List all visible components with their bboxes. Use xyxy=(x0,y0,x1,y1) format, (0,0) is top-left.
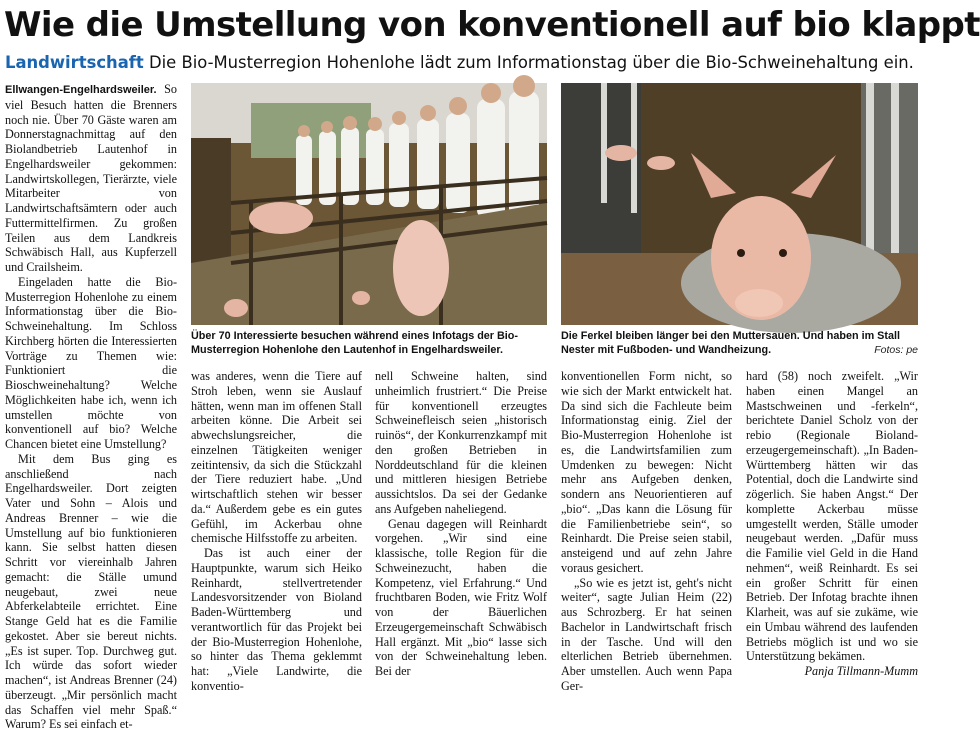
article-paragraph xyxy=(5,82,177,275)
dateline: Ellwangen-Engelhardsweiler. xyxy=(5,84,157,96)
photo-caption-left: Über 70 Interessierte besuchen während eines Infotags der Bio-Musterregion Hohenlohe den Lautenhof in Engelhardsweiler. xyxy=(191,330,519,356)
subline xyxy=(5,50,925,76)
article-paragraph: Das ist auch einer der Hauptpunkte, warum sich Heiko Reinhardt, stellvertretender Landesvorsitzender von Bioland Baden-Württemberg und verantwortlich für das Projekt bei der Bio-Musterregion Hohenlohe, so hinter das Thema geklemmt hat: „Viele Landwirte, die konventio- xyxy=(191,546,362,693)
lead-text: So viel Besuch hatten die Brenners noch nie. Über 70 Gäste waren am Donnerstagnachmittag auf den Biolandbetrieb Lautenhof in Engelhardsweiler gekommen: Landwirtskollegen, Tierärzte, viele Mitarbeiter von Landwirtschaftsämtern oder auch Futtermittelfirmen. Zu großen Teilen aus dem Landkreis Schwäbisch Hall, aus Kupferzell und Crailsheim. xyxy=(5,82,177,274)
photo-caption-right: Die Ferkel bleiben länger bei den Muttersauen. Und haben im Stall Nester mit Fußboden- und Wandheizung. xyxy=(561,330,900,356)
article-paragraph: konventionellen Form nicht, so wie sich der Markt entwickelt hat. Da sind sich die Fachleute beim Informationstag einig. Ziel der Bio-Musterregion Hohenlohe ist es, die Landwirtsfamilien zum Umdenken zu bewegen: Nicht mehr ans Aufgeben denken, sondern ans Neuorientieren auf „bio“. „Das kann die Lösung für die Familienbetriebe sein“, so Reinhardt. Die Preise seien stabil, ansteigend und auf zehn Jahre voraus gesichert. xyxy=(561,369,732,575)
photo-farm-visitors xyxy=(191,83,547,325)
subline-text: Die Bio-Musterregion Hohenlohe lädt zum Informationstag über die Bio-Schweinehaltung ein. xyxy=(148,53,914,72)
author-line xyxy=(746,664,918,679)
article-paragraph: was anderes, wenn die Tiere auf Stroh leben, wenn sie Auslauf hätten, wenn man im offenen Stall arbeiten könne. Die Arbeit sei abwechslungsreicher, die einzelnen Tätigkeiten weniger zeitintensiv, da sich die Stückzahl der Tiere reduziert habe. „Und wirtschaftlich stehen wir besser da.“ Außerdem gebe es ein gutes Gefühl, im Ackerbau ohne chemische Hilfsstoffe zu arbeiten. xyxy=(191,369,362,546)
article-column-5 xyxy=(746,369,918,678)
article-paragraph: Eingeladen hatte die Bio-Musterregion Hohenlohe zu einem Informationstag über die Bio-Schweinehaltung. Im Schloss Kirchberg hörten die Interessierten Vorträge zu Themen wie: Funktioniert die Bioschweinehaltung? Welche Möglichkeiten habe ich, wenn ich umstellen möchte von konventionell auf bio? Welche Chancen bietet eine Umstellung? xyxy=(5,274,177,451)
author-signature: Panja Tillmann-Mumm xyxy=(804,664,918,678)
article-paragraph: hard (58) noch zweifelt. „Wir haben einen Mangel an Mastschweinen und -ferkeln“, berichtete Daniel Scholz von der rebio (Regionale Biolanderzeugergemeinschaft). „In Baden-Württemberg hätten wir das Potential, doch die Landwirte sind zögerlich. Sie haben Angst.“ Der komplette Ackerbau müsse umgestellt werden, Ställe umoder neugebaut werden. „Dafür muss die Familie viel Geld in die Hand nehmen“, weiß Reinhardt. Es sei ein großer Schritt für einen Betrieb. Der Infotag brachte ihnen Klarheit, was auf sie zukäme, wie ein Umbau während des laufenden Betriebs möglich ist und wo sie Unterstützung bekämen. xyxy=(746,369,918,664)
headline: Wie die Umstellung von konventionell auf bio klappt xyxy=(4,5,980,45)
article-paragraph: Genau dagegen will Reinhardt vorgehen. „Wir sind eine klassische, tolle Region für die Schweinezucht, haben die Kompetenz, viel Erfahrung.“ Und fruchtbaren Boden, wie Fritz Wolf von der Bäuerlichen Erzeugergemeinschaft Schwäbisch Hall ergänzt. Mit „bio“ lasse sich von der Schweinehaltung leben. Bei der xyxy=(375,516,547,678)
rubric-label: Landwirtschaft xyxy=(5,53,144,72)
article-paragraph: nell Schweine halten, sind unheimlich frustriert.“ Die Preise für konventionell erzeugtes Schweinefleisch seien „historisch ruinös“, der Konkurrenzkampf mit den großen Betrieben in Norddeutschland für die kleinen und mittleren hiesigen Betriebe aussichtslos. Da sei der Gedanke ans Aufgeben naheliegend. xyxy=(375,369,547,516)
article-column-2 xyxy=(191,369,362,693)
article-column-1 xyxy=(5,82,177,732)
photo-credit: Fotos: pe xyxy=(874,344,918,356)
article-paragraph: „So wie es jetzt ist, geht's nicht weiter“, sagte Julian Heim (22) aus Schrozberg. Er hat seinen Bachelor in Landwirtschaft frisch in der Tasche. Und will den elterlichen Betrieb übernehmen. Aber umstellen. Auch wenn Papa Ger- xyxy=(561,575,732,693)
article-column-4 xyxy=(561,369,732,693)
article-paragraph: Mit dem Bus ging es anschließend nach Engelhardsweiler. Dort zeigten Vater und Sohn – Alois und Andreas Brenner – wie die Umstellung auf bio funktionieren kann. Sie selbst hatten diesen Schritt vor viereinhalb Jahren gemacht: die Ställe umund neugebaut, zwei neue Abferkelabteile errichtet. Eine Stange Geld hat es die Familie gekostet. Aber sie bereut nichts. „Es ist super. Top. Durchweg gut. Ich würde das sofort wieder machen“, ist Andreas Brenner (24) überzeugt. „Mir persönlich macht das Schaffen viel mehr Spaß.“ Warum? Es sei einfach et- xyxy=(5,451,177,732)
photo-pig-in-stall xyxy=(561,83,918,325)
article-column-3 xyxy=(375,369,547,678)
